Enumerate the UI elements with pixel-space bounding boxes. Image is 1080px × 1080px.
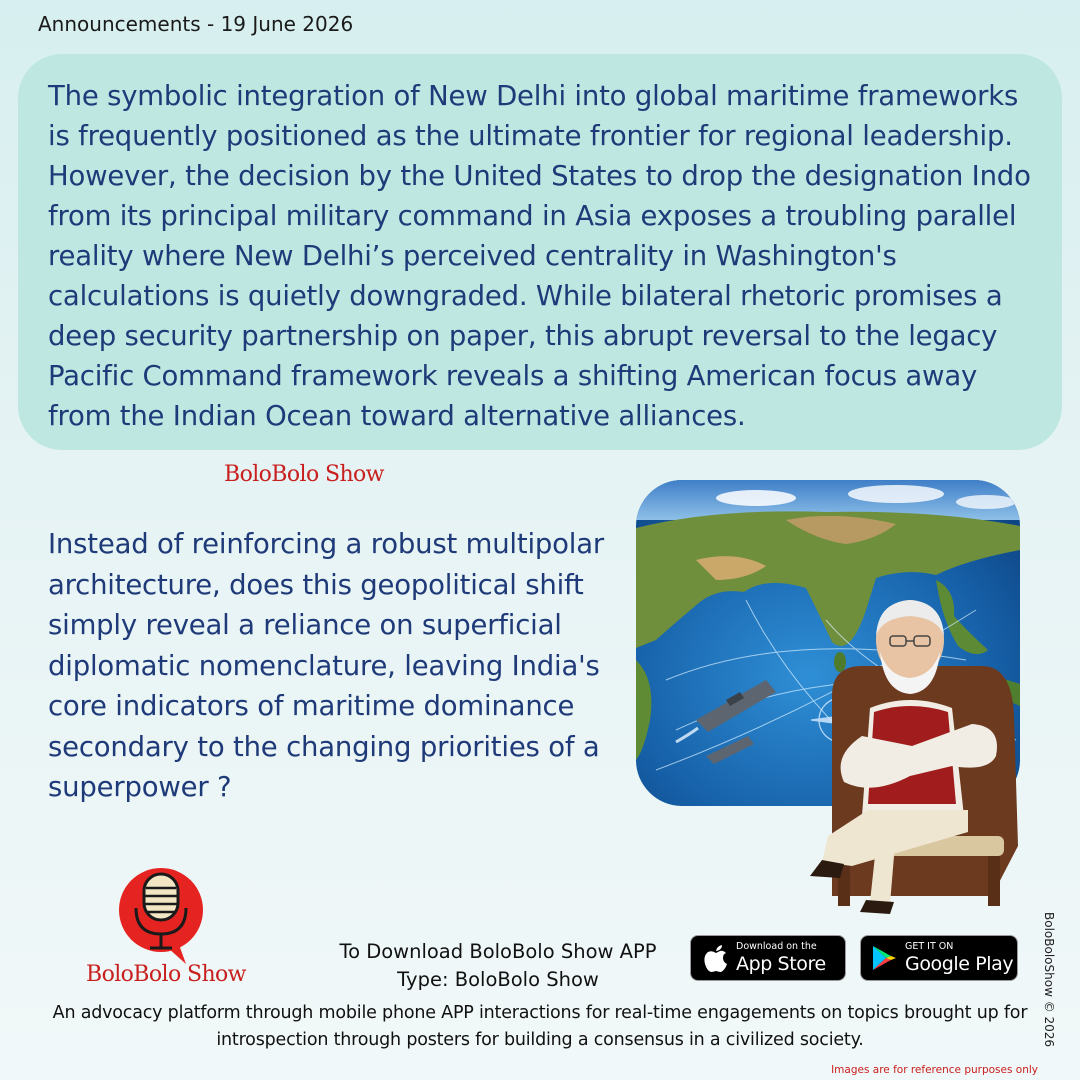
podcast-microphone-icon xyxy=(116,866,206,966)
footer-description: An advocacy platform through mobile phone APP interactions for real-time engagements on topics brought up for introspection through posters for building a consensus in a civilized society. xyxy=(52,1003,1028,1050)
google-play-badge[interactable] xyxy=(860,935,1018,981)
announcement-text: The symbolic integration of New Delhi into global maritime frameworks is frequently positioned as the ultimate frontier for regional leadership. However, the decision by the United States to drop the designation Indo from its principal military command in Asia exposes a troubling parallel reality where New Delhi’s perceived centrality in Washington's calculations is quietly downgraded. While bilateral rhetoric promises a deep security partnership on paper, this abrupt reversal to the legacy Pacific Command framework reveals a shifting American focus away from the Indian Ocean toward alternative alliances. xyxy=(48,80,1031,432)
google-play-icon xyxy=(871,944,897,972)
google-play-small-text: GET IT ON xyxy=(905,941,954,953)
watermark-label: BoloBolo Show xyxy=(224,462,384,487)
google-play-large-text: Google Play xyxy=(905,952,1014,975)
apple-icon xyxy=(703,943,729,973)
download-instructions xyxy=(328,938,668,994)
header-date: Announcements - 19 June 2026 xyxy=(38,12,354,36)
brand-name: BoloBolo Show xyxy=(86,962,246,987)
copyright-vertical: BoloBoloShow © 2026 xyxy=(1042,912,1056,1048)
question-text: Instead of reinforcing a robust multipolar architecture, does this geopolitical shift simply reveal a reliance on superficial diplomatic nomenclature, leaving India's core indicators of maritime dominance secondary to the changing priorities of a superpower ? xyxy=(48,528,604,803)
app-store-small-text: Download on the xyxy=(736,941,817,953)
image-disclaimer: Images are for reference purposes only xyxy=(831,1064,1038,1076)
main-announcement-card xyxy=(18,54,1062,450)
app-store-badge[interactable] xyxy=(690,935,846,981)
app-store-large-text: App Store xyxy=(736,952,826,975)
person-seated-illustration xyxy=(792,596,1028,926)
download-line-1: To Download BoloBolo Show APP xyxy=(339,940,657,963)
download-line-2: Type: BoloBolo Show xyxy=(397,968,599,991)
